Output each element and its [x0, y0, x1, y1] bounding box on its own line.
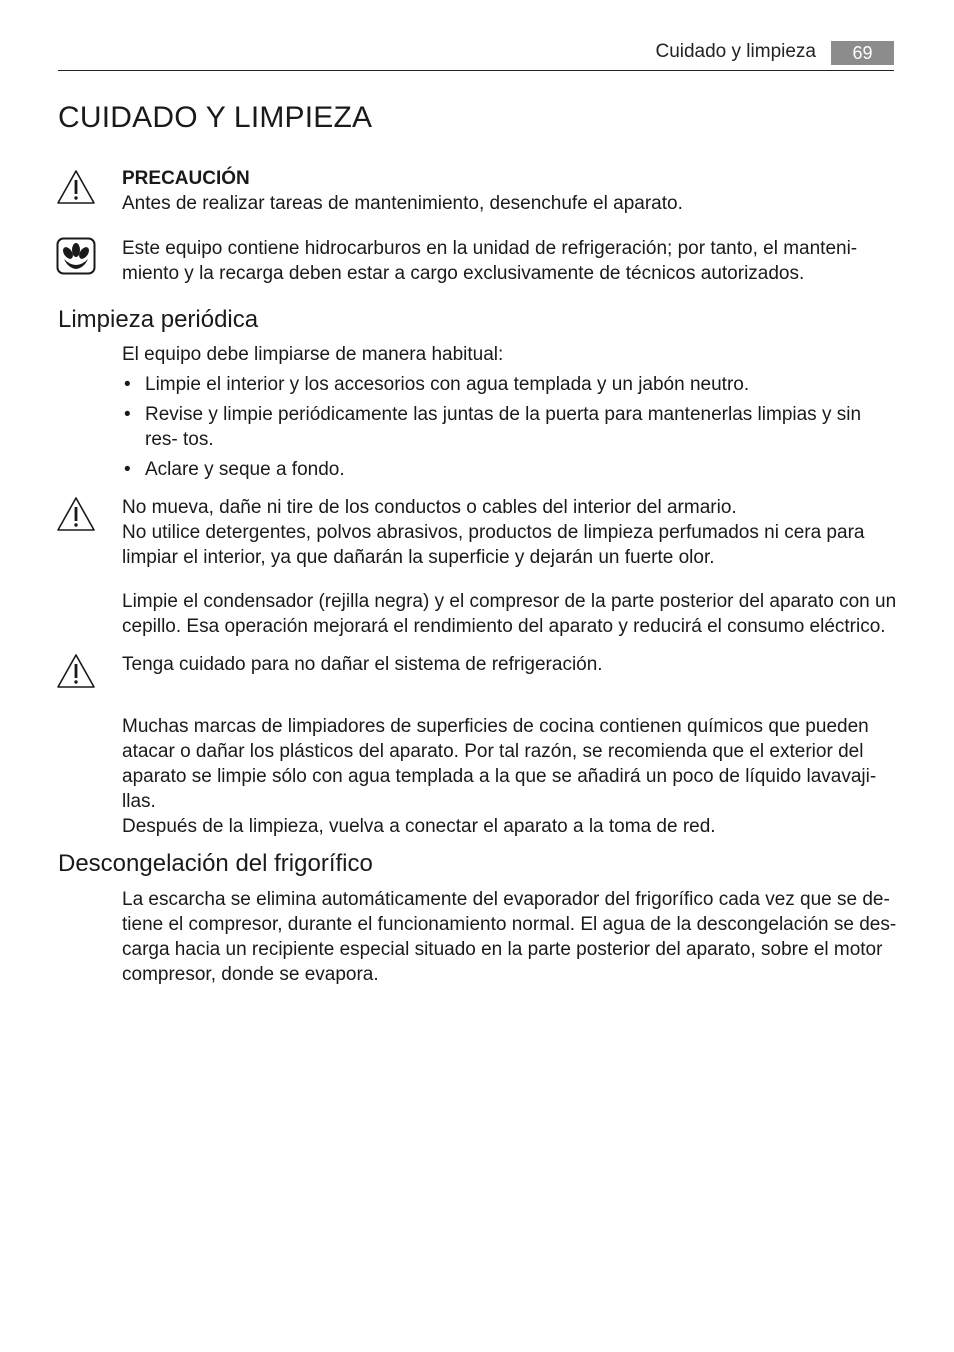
environment-flower-icon [56, 237, 96, 275]
warning-1-line-2: No utilice detergentes, polvos abrasivos, productos de limpieza perfumados ni cera para limpiar el interior, ya que dañarán la superficie y dejarán un fuerte olor. [122, 522, 865, 568]
periodic-intro: El equipo debe limpiarse de manera habitual: [122, 344, 504, 365]
after-cleaning-text: Después de la limpieza, vuelva a conectar el aparato a la toma de red. [122, 816, 716, 837]
section-heading-defrosting: Descongelación del frigorífico [58, 850, 373, 877]
caution-label: PRECAUCIÓN [122, 168, 250, 189]
page-title: CUIDADO Y LIMPIEZA [58, 101, 373, 134]
running-header [58, 40, 894, 71]
defrosting-text: La escarcha se elimina automáticamente del evaporador del frigorífico cada vez que se de- tiene el compresor, durante el funcionamiento normal. El agua de la descongelación se des- carga hacia un recipiente especial situado en la parte posterior del aparato, sobre el motor compresor, donde se evapora. [122, 889, 897, 985]
cleaning-bullet-list [122, 372, 897, 487]
condenser-text: Limpie el condensador (rejilla negra) y el compresor de la parte posterior del aparato con un cepillo. Esa operación mejorará el rendimiento del aparato y reducirá el consumo eléctrico. [122, 591, 897, 637]
environment-note-text: Este equipo contiene hidrocarburos en la unidad de refrigeración; por tanto, el manteni- miento y la recarga deben estar a cargo exclusivamente de técnicos autorizados. [122, 238, 858, 284]
warning-1-line-1: No mueva, dañe ni tire de los conductos o cables del interior del armario. [122, 497, 737, 518]
section-heading-periodic-cleaning: Limpieza periódica [58, 306, 259, 333]
running-title: Cuidado y limpieza [655, 41, 816, 62]
brands-text: Muchas marcas de limpiadores de superficies de cocina contienen químicos que pueden atacar o dañar los plásticos del aparato. Por tal razón, se recomienda que el exterior del aparato se limpie sólo con agua templada a la que se añadirá un poco de líquido lavavaji- llas. [122, 716, 877, 812]
caution-block [122, 166, 897, 216]
warning-triangle-icon [56, 652, 96, 690]
list-item: • Aclare y seque a fondo. [124, 459, 345, 480]
list-item: • Revise y limpie periódicamente las juntas de la puerta para mantenerlas limpias y sin res- tos. [124, 404, 862, 450]
warning-triangle-icon [56, 495, 96, 533]
warning-triangle-icon [56, 168, 96, 206]
warning-block-1 [122, 495, 897, 570]
warning-2-text: Tenga cuidado para no dañar el sistema de refrigeración. [122, 654, 603, 675]
caution-text: Antes de realizar tareas de mantenimiento, desenchufe el aparato. [122, 193, 683, 214]
page-number: 69 [831, 41, 894, 65]
list-item: • Limpie el interior y los accesorios con agua templada y un jabón neutro. [124, 374, 750, 395]
